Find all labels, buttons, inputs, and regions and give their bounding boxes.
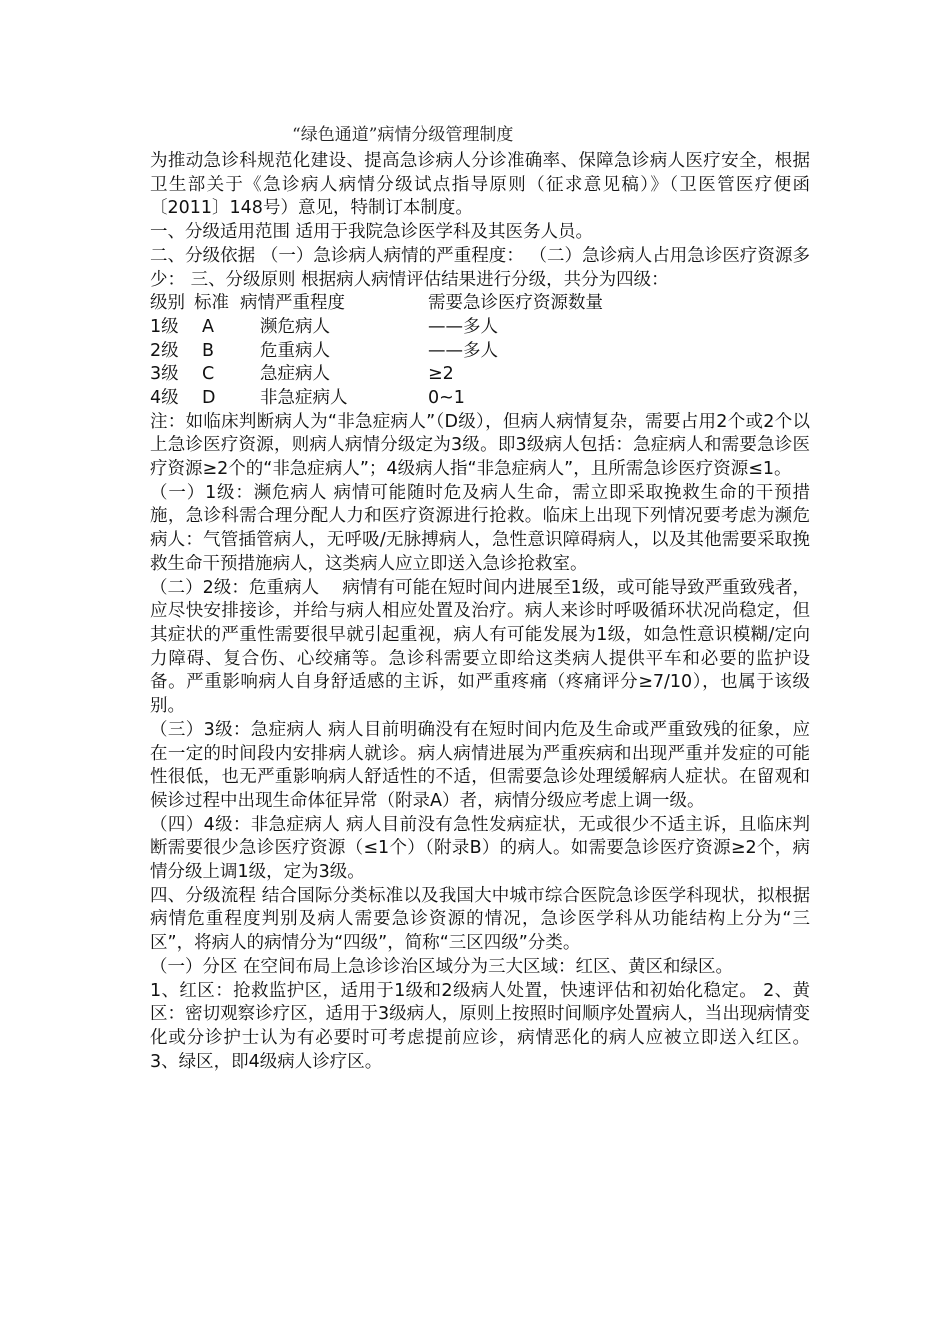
zones-detail-paragraph: 1、红区：抢救监护区，适用于1级和2级病人处置，快速评估和初始化稳定。 2、黄区：密切观察诊疗区，适用于3级病人，原则上按照时间顺序处置病人，当出现病情变化或分诊护士认为有必要时可考虑提前应诊，病情恶化的病人应被立即送入红区。 3、绿区，即4级病人诊疗区。 [150,980,810,1072]
level-3-paragraph: （三）3级：急症病人 病人目前明确没有在短时间内危及生命或严重致残的征象，应在一定的时间段内安排病人就诊。病人病情进展为严重疾病和出现严重并发症的可能性很低，也无严重影响病人舒适性的不适，但需要急诊处理缓解病人症状。在留观和候诊过程中出现生命体征异常（附录A）者，病情分级应考虑上调一级。 [150,719,810,811]
table-cell: ≥2 [428,364,454,385]
table-row [150,387,810,411]
table-cell: ——多人 [428,316,498,337]
table-cell: 濒危病人 [260,316,330,337]
section-scope-paragraph: 一、分级适用范围 适用于我院急诊医学科及其医务人员。 [150,222,594,243]
table-cell: ——多人 [428,340,498,361]
level-2-paragraph: （二）2级：危重病人 病情有可能在短时间内进展至1级，或可能导致严重致残者，应尽快安排接诊，并给与病人相应处置及治疗。病人来诊时呼吸循环状况尚稳定，但其症状的严重性需要很早就引起重视，病人有可能发展为1级，如急性意识模糊/定向力障碍、复合伤、心绞痛等。急诊科需要立即给这类病人提供平车和必要的监护设备。严重影响病人自身舒适感的主诉，如严重疼痛（疼痛评分≥7/10），也属于该级别。 [150,577,810,717]
table-row [150,340,810,364]
table-row [150,363,810,387]
table-cell: 危重病人 [260,340,330,361]
table-header-cell: 标准 [194,293,229,314]
zoning-paragraph: （一）分区 在空间布局上急诊诊治区域分为三大区域：红区、黄区和绿区。 [150,956,734,977]
table-header-cell: 病情严重程度 [240,293,345,314]
section-basis-paragraph: 二、分级依据 （一）急诊病人病情的严重程度： （二）急诊病人占用急诊医疗资源多少： 三、分级原则 根据病人病情评估结果进行分级，共分为四级： [150,245,810,290]
table-cell: 4级 [150,387,179,408]
table-cell: D [202,387,216,408]
table-cell: 急症病人 [260,364,330,385]
document-title: “绿色通道”病情分级管理制度 [292,125,514,145]
section-process-paragraph: 四、分级流程 结合国际分类标准以及我国大中城市综合医院急诊医学科现状，拟根据病情危重程度判别及病人需要急诊资源的情况，急诊医学科从功能结构上分为“三区”，将病人的病情分为“四级”，简称“三区四级”分类。 [150,885,810,954]
table-cell: B [202,340,215,361]
table-cell: 3级 [150,364,179,385]
table-cell: C [202,364,215,385]
table-row [150,316,810,340]
table-cell: 0~1 [428,387,465,408]
grading-table [150,292,810,410]
intro-paragraph: 为推动急诊科规范化建设、提高急诊病人分诊准确率、保障急诊病人医疗安全，根据卫生部关于《急诊病人病情分级试点指导原则（征求意见稿）》（卫医管医疗便函〔2011〕148号）意见，特制订本制度。 [150,151,810,219]
table-cell: 1级 [150,316,179,337]
table-header-cell: 级别 [150,293,185,314]
table-cell: 非急症病人 [260,387,348,408]
note-paragraph: 注：如临床判断病人为“非急症病人”（D级），但病人病情复杂，需要占用2个或2个以上急诊医疗资源，则病人病情分级定为3级。即3级病人包括：急症病人和需要急诊医疗资源≥2个的“非急症病人”；4级病人指“非急症病人”，且所需急诊医疗资源≤1。 [150,411,810,480]
table-header-cell: 需要急诊医疗资源数量 [428,293,603,314]
level-1-paragraph: （一）1级：濒危病人 病情可能随时危及病人生命，需立即采取挽救生命的干预措施，急诊科需合理分配人力和医疗资源进行抢救。临床上出现下列情况要考虑为濒危病人：气管插管病人，无呼吸/无脉搏病人，急性意识障碍病人，以及其他需要采取挽救生命干预措施病人，这类病人应立即送入急诊抢救室。 [150,482,810,574]
table-cell: 2级 [150,340,179,361]
table-header-row [150,292,810,316]
level-4-paragraph: （四）4级：非急症病人 病人目前没有急性发病症状，无或很少不适主诉，且临床判断需要很少急诊医疗资源（≤1个）（附录B）的病人。如需要急诊医疗资源≥2个，病情分级上调1级，定为3级。 [150,814,810,883]
document-body [150,150,810,1074]
table-cell: A [202,316,214,337]
